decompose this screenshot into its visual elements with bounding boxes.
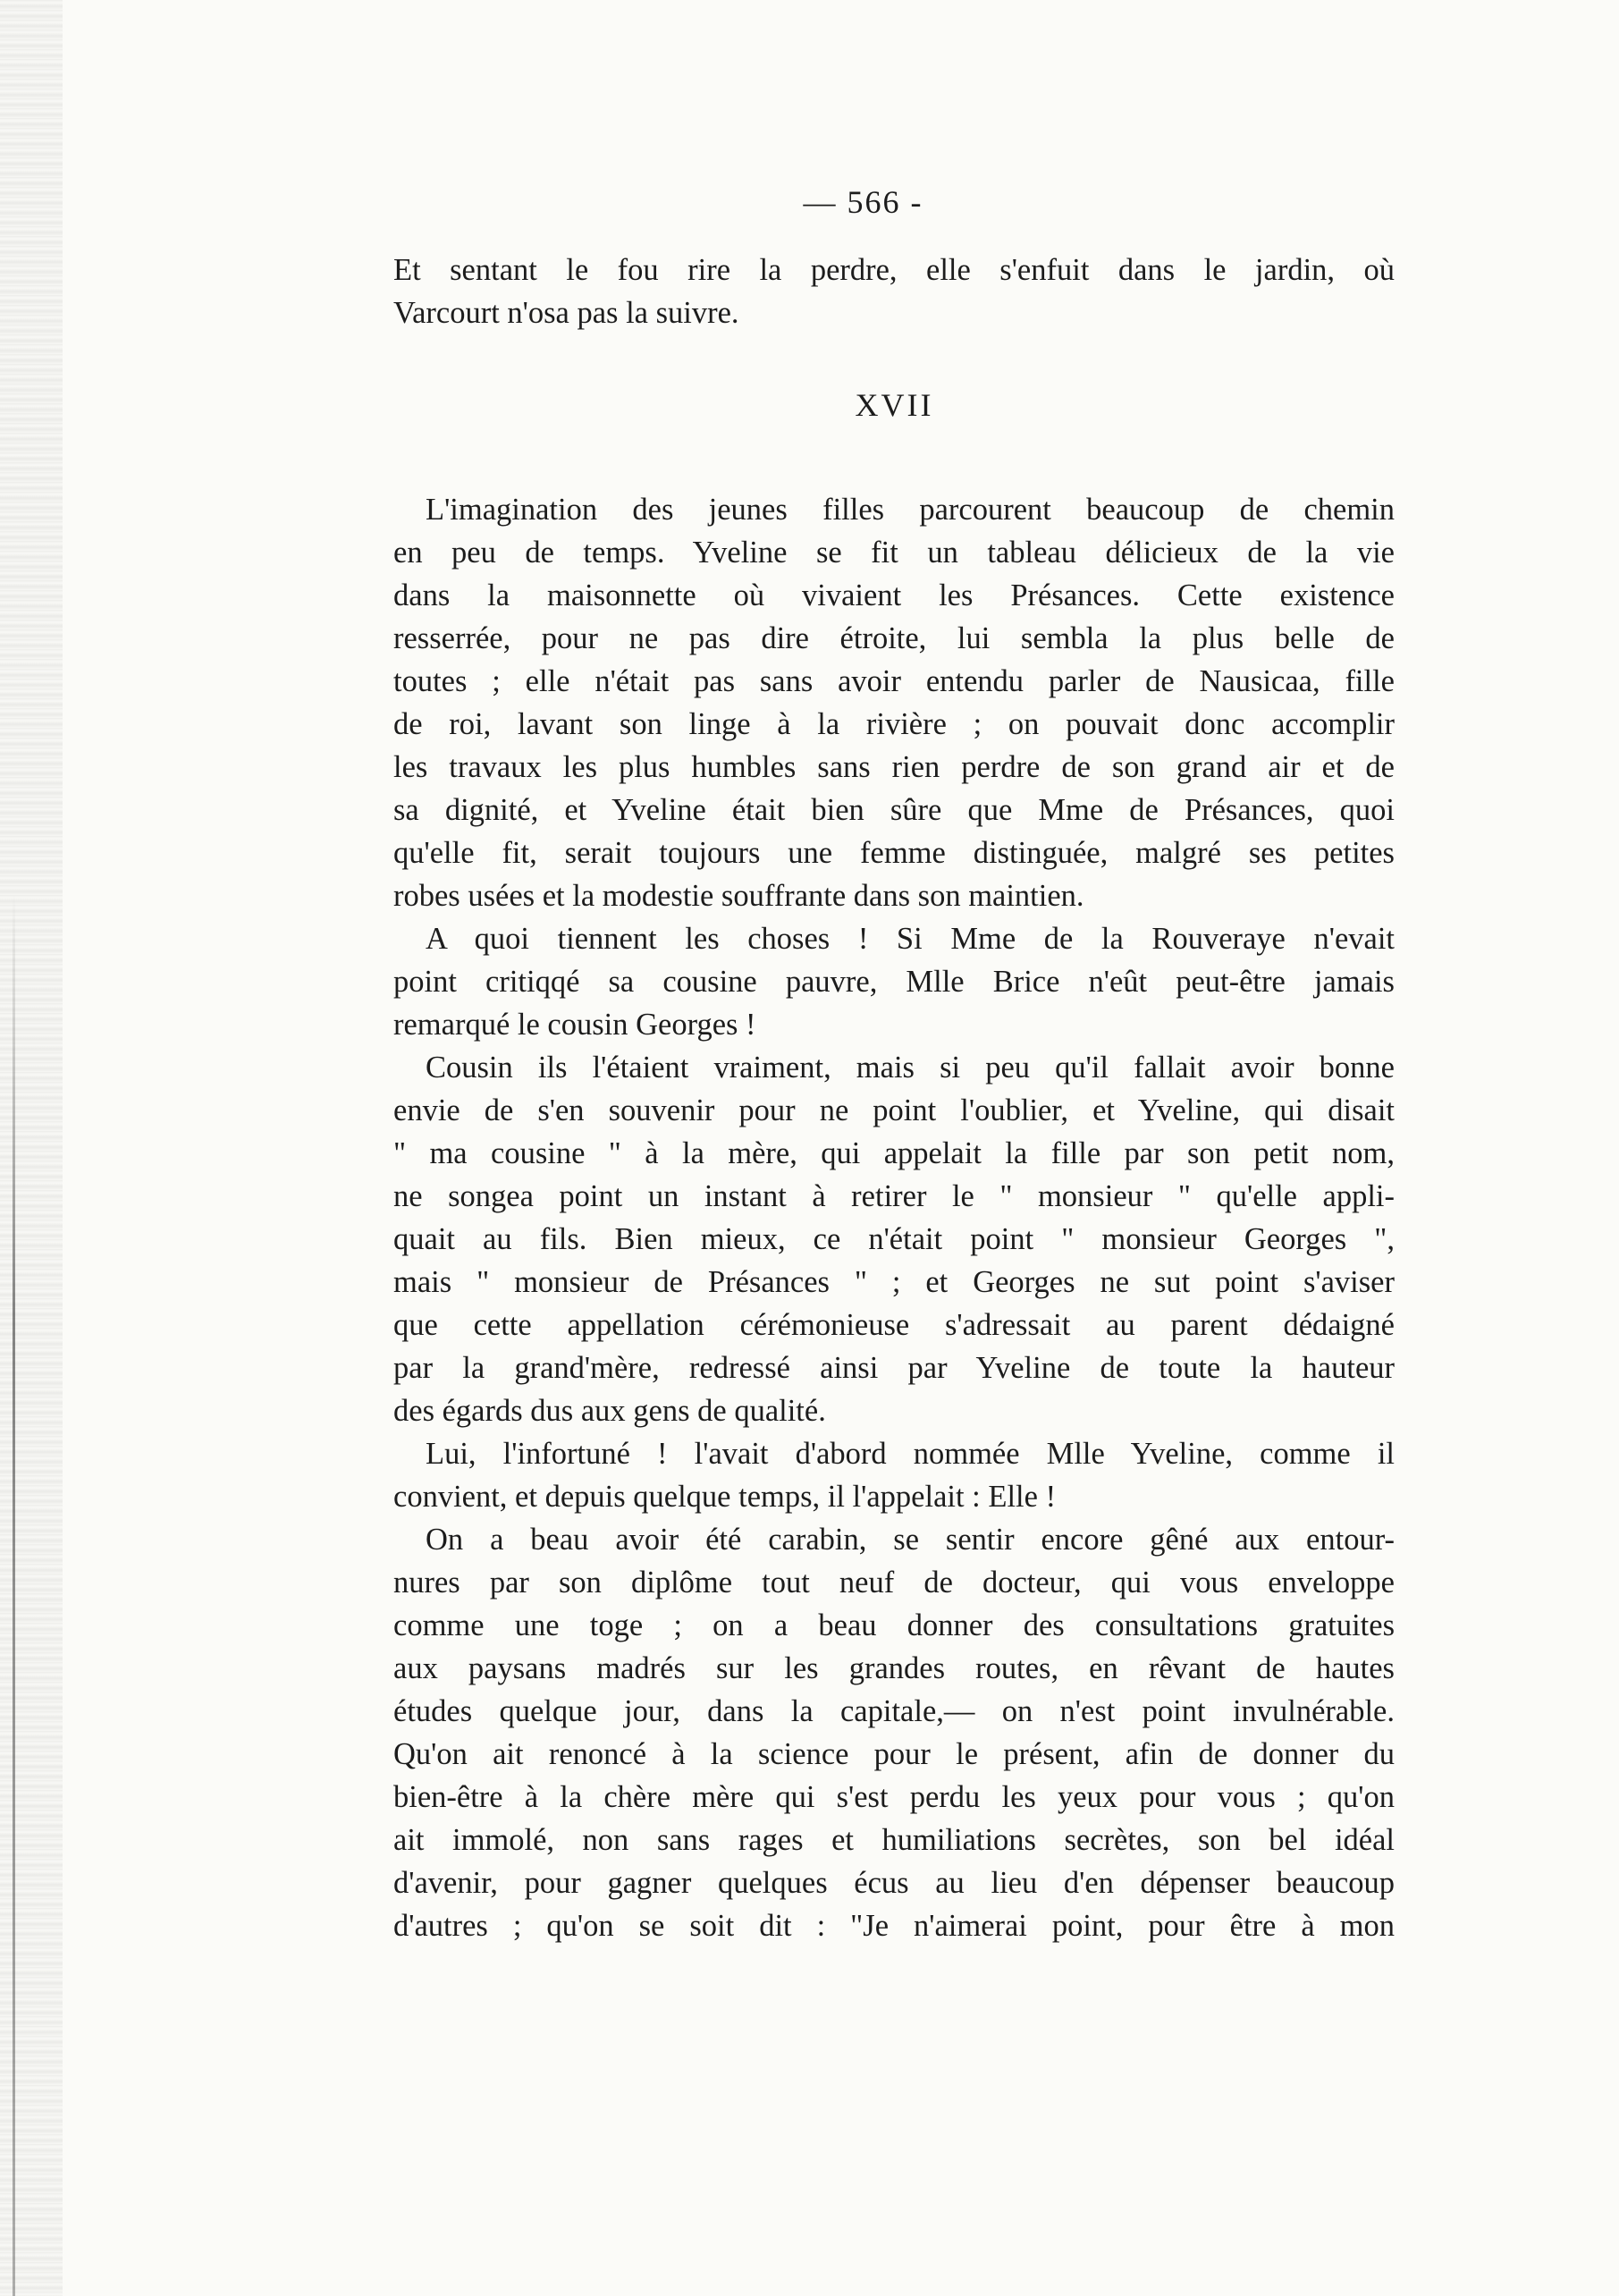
text-line: envie de s'en souvenir pour ne point l'oublier, et Yveline, qui disait [393, 1093, 1395, 1127]
text-line: dans la maisonnette où vivaient les Présances. Cette existence [393, 578, 1395, 612]
text-line: Cousin ils l'étaient vraiment, mais si peu qu'il fallait avoir bonne [426, 1051, 1395, 1085]
text-line: remarqué le cousin Georges ! [393, 1008, 756, 1042]
text-line: Lui, l'infortuné ! l'avait d'abord nommée Mlle Yveline, comme il [426, 1437, 1395, 1471]
text-line: Qu'on ait renoncé à la science pour le présent, afin de donner du [393, 1737, 1395, 1771]
text-line: mais " monsieur de Présances " ; et Georges ne sut point s'aviser [393, 1265, 1395, 1299]
opening-paragraph [393, 249, 1395, 334]
text-line: nures par son diplôme tout neuf de docteur, qui vous enveloppe [393, 1566, 1395, 1600]
text-line: comme une toge ; on a beau donner des consultations gratuites [393, 1608, 1395, 1642]
text-line: convient, et depuis quelque temps, il l'appelait : Elle ! [393, 1480, 1057, 1514]
text-line: en peu de temps. Yveline se fit un tableau délicieux de la vie [393, 536, 1395, 570]
text-line: On a beau avoir été carabin, se sentir encore gêné aux entour- [426, 1523, 1395, 1557]
text-line: que cette appellation cérémonieuse s'adressait au parent dédaigné [393, 1308, 1395, 1342]
binding-edge [13, 894, 15, 2296]
chapter-body [393, 488, 1395, 1947]
scan-edge-shadow [0, 0, 63, 2296]
text-line: " ma cousine " à la mère, qui appelait la fille par son petit nom, [393, 1136, 1395, 1170]
text-line: sa dignité, et Yveline était bien sûre que Mme de Présances, quoi [393, 793, 1395, 827]
text-line: quait au fils. Bien mieux, ce n'était point " monsieur Georges ", [393, 1222, 1395, 1256]
text-line: toutes ; elle n'était pas sans avoir entendu parler de Nausicaa, fille [393, 664, 1395, 698]
text-line: Varcourt n'osa pas la suivre. [393, 296, 739, 330]
text-line: d'avenir, pour gagner quelques écus au lieu d'en dépenser beaucoup [393, 1866, 1395, 1900]
text-line: point critiqqé sa cousine pauvre, Mlle Brice n'eût peut-être jamais [393, 965, 1395, 999]
text-line: qu'elle fit, serait toujours une femme distinguée, malgré ses petites [393, 836, 1395, 870]
text-line: bien-être à la chère mère qui s'est perdu les yeux pour vous ; qu'on [393, 1780, 1395, 1814]
text-line: resserrée, pour ne pas dire étroite, lui sembla la plus belle de [393, 621, 1395, 655]
text-line: études quelque jour, dans la capitale,— on n'est point invulnérable. [393, 1694, 1395, 1728]
text-line: ne songea point un instant à retirer le " monsieur " qu'elle appli- [393, 1179, 1395, 1213]
text-line: par la grand'mère, redressé ainsi par Yveline de toute la hauteur [393, 1351, 1395, 1385]
text-line: robes usées et la modestie souffrante dans son maintien. [393, 879, 1084, 913]
text-line: les travaux les plus humbles sans rien perdre de son grand air et de [393, 750, 1395, 784]
text-line: A quoi tiennent les choses ! Si Mme de la Rouveraye n'evait [426, 922, 1395, 956]
text-line: ait immolé, non sans rages et humiliations secrètes, son bel idéal [393, 1823, 1395, 1857]
text-line: Et sentant le fou rire la perdre, elle s'enfuit dans le jardin, où [393, 253, 1395, 287]
text-line: de roi, lavant son linge à la rivière ; on pouvait donc accomplir [393, 707, 1395, 741]
page-number: — 566 - [803, 184, 923, 220]
chapter-heading: XVII [855, 387, 934, 423]
text-line: aux paysans madrés sur les grandes routes, en rêvant de hautes [393, 1651, 1395, 1685]
text-line: d'autres ; qu'on se soit dit : "Je n'aimerai point, pour être à mon [393, 1909, 1395, 1943]
text-line: des égards dus aux gens de qualité. [393, 1394, 826, 1428]
text-line: L'imagination des jeunes filles parcourent beaucoup de chemin [426, 493, 1395, 527]
